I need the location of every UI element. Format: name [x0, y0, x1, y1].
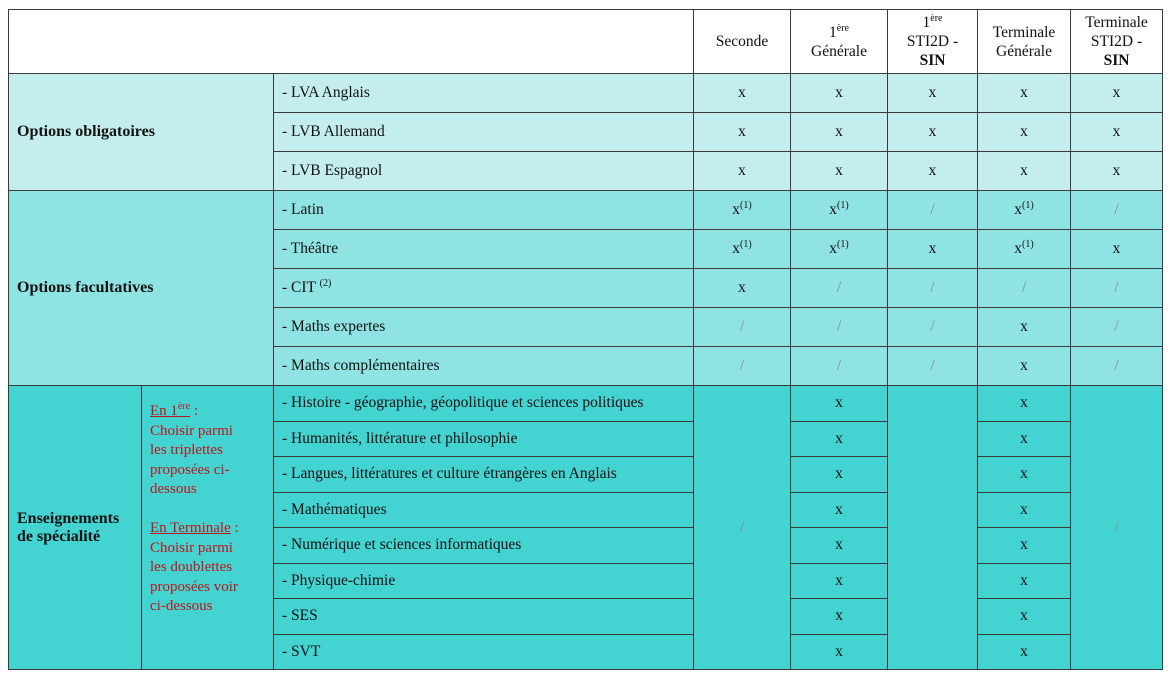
row-label: - Physique-chimie [274, 563, 694, 599]
cell-mark: / [888, 308, 978, 347]
cell-mark: x [1071, 230, 1163, 269]
cell-mark: x [791, 563, 888, 599]
cell-mark: / [1071, 347, 1163, 386]
row-label: - Maths expertes [274, 308, 694, 347]
footnote-1: (1) [837, 199, 849, 211]
cell-mark: x [978, 152, 1071, 191]
cell-mark: x [1071, 152, 1163, 191]
row-label: - LVB Allemand [274, 113, 694, 152]
table-row [9, 74, 1163, 113]
cell-mark: x [791, 457, 888, 493]
header-premiere-sti-num: 1 [922, 14, 931, 31]
header-empty-cell [9, 10, 694, 74]
header-premiere-sti-sup: ère [930, 12, 943, 24]
specialite-note [142, 386, 274, 670]
group-specialite-line-1: Enseignements [17, 509, 120, 527]
cell-mark: x [791, 74, 888, 113]
group-facultatives: Options facultatives [9, 191, 274, 386]
note-premiere-line: proposées ci- [150, 461, 230, 478]
note-premiere-link: En 1 [150, 403, 178, 419]
note-terminale-heading: En Terminale [150, 520, 231, 536]
note-terminale-line: Choisir parmi [150, 539, 233, 556]
cell-mark: x [888, 230, 978, 269]
mark-x: x [829, 201, 838, 218]
cell-mark: x [888, 113, 978, 152]
row-label: - SVT [274, 634, 694, 670]
cell-mark: x [978, 113, 1071, 152]
row-label: - LVA Anglais [274, 74, 694, 113]
header-terminale-sti-sin: SIN [1103, 52, 1130, 69]
cell-mark: x [694, 152, 791, 191]
note-premiere-colon: : [190, 403, 199, 419]
note-premiere-line: Choisir parmi [150, 422, 233, 439]
cell-mark-terminale-sti-specialite: / [1071, 386, 1163, 670]
mark-x: x [732, 201, 741, 218]
table-row [9, 386, 1163, 422]
footnote-1: (1) [740, 238, 752, 250]
cell-mark: x [978, 308, 1071, 347]
header-premiere-generale [791, 10, 888, 74]
header-seconde-label: Seconde [715, 33, 769, 50]
note-premiere-heading [150, 403, 190, 419]
cell-mark: x [791, 113, 888, 152]
cell-mark: / [791, 269, 888, 308]
cell-mark [978, 230, 1071, 269]
header-terminale-generale [978, 10, 1071, 74]
cell-mark: x [978, 74, 1071, 113]
group-obligatoires: Options obligatoires [9, 74, 274, 191]
mark-x: x [1014, 240, 1023, 257]
cell-mark [791, 191, 888, 230]
table-row [9, 191, 1163, 230]
cell-mark: / [791, 347, 888, 386]
header-premiere-gen: Générale [811, 42, 867, 60]
row-label: - Histoire - géographie, géopolitique et sciences politiques [274, 386, 694, 422]
header-seconde [694, 10, 791, 74]
header-terminale-sti-2: STI2D - [1090, 33, 1143, 50]
cell-mark: x [978, 599, 1071, 635]
cell-mark: x [1071, 113, 1163, 152]
cell-mark: x [791, 599, 888, 635]
cell-mark: / [888, 347, 978, 386]
cell-mark: x [978, 563, 1071, 599]
cell-mark: x [694, 269, 791, 308]
group-specialite [9, 386, 142, 670]
mark-x: x [829, 240, 838, 257]
row-label [274, 269, 694, 308]
footnote-1: (1) [740, 199, 752, 211]
row-label: - SES [274, 599, 694, 635]
cell-mark: x [978, 347, 1071, 386]
cell-mark: x [978, 421, 1071, 457]
note-terminale-line: les doublettes [150, 559, 233, 575]
footnote-1: (1) [1022, 238, 1034, 250]
header-premiere-sup: ère [836, 22, 849, 34]
header-terminale-gen-2: Générale [996, 42, 1052, 60]
note-terminale-colon: : [230, 520, 239, 536]
cell-mark: x [888, 74, 978, 113]
cell-mark: / [694, 347, 791, 386]
footnote-1: (1) [837, 238, 849, 250]
cell-mark: / [978, 269, 1071, 308]
row-label: - Théâtre [274, 230, 694, 269]
header-terminale-gen-1: Terminale [992, 23, 1056, 41]
cell-mark: x [978, 634, 1071, 670]
row-label: - Numérique et sciences informatiques [274, 528, 694, 564]
note-terminale-line: proposées voir [150, 578, 238, 595]
footnote-2: (2) [319, 277, 332, 289]
footnote-1: (1) [1022, 199, 1034, 211]
row-label: - Maths complémentaires [274, 347, 694, 386]
row-label: - Mathématiques [274, 492, 694, 528]
cell-mark [978, 191, 1071, 230]
cell-mark [694, 230, 791, 269]
cell-mark: x [791, 421, 888, 457]
group-specialite-line-2: de spécialité [17, 527, 101, 545]
cell-mark-seconde-specialite: / [694, 386, 791, 670]
cell-empty-premiere-sti [888, 386, 978, 670]
cell-mark: / [791, 308, 888, 347]
cell-mark: / [888, 191, 978, 230]
header-terminale-sti-1: Terminale [1085, 14, 1148, 31]
cell-mark: / [1071, 269, 1163, 308]
cell-mark: x [791, 528, 888, 564]
cell-mark: x [1071, 74, 1163, 113]
cell-mark: / [888, 269, 978, 308]
cell-mark: x [791, 386, 888, 422]
mark-x: x [1014, 201, 1023, 218]
row-label: - Langues, littératures et culture étrangères en Anglais [274, 457, 694, 493]
cell-mark: x [978, 492, 1071, 528]
cell-mark: x [694, 74, 791, 113]
header-terminale-sti2d [1071, 10, 1163, 74]
cell-mark: / [1071, 308, 1163, 347]
cell-mark: x [694, 113, 791, 152]
note-premiere-sup: ère [177, 401, 191, 412]
cell-mark: x [888, 152, 978, 191]
note-terminale-line: ci-dessous [150, 598, 213, 614]
cell-mark: x [978, 457, 1071, 493]
note-premiere-line: dessous [150, 481, 197, 497]
row-label: - Latin [274, 191, 694, 230]
cell-mark: x [978, 528, 1071, 564]
mark-x: x [732, 240, 741, 257]
cell-mark: x [791, 492, 888, 528]
options-table [8, 9, 1163, 670]
note-premiere-line: les triplettes [150, 442, 223, 458]
header-premiere-sti: STI2D - [906, 33, 959, 50]
cell-mark: x [791, 634, 888, 670]
cell-mark: / [694, 308, 791, 347]
row-label-text: - CIT [282, 279, 316, 296]
header-premiere-sti2d [888, 10, 978, 74]
cell-mark: / [1071, 191, 1163, 230]
cell-mark: x [978, 386, 1071, 422]
cell-mark [694, 191, 791, 230]
header-row [9, 10, 1163, 74]
cell-mark: x [791, 152, 888, 191]
cell-mark [791, 230, 888, 269]
row-label: - Humanités, littérature et philosophie [274, 421, 694, 457]
header-premiere-sti-sin: SIN [919, 52, 946, 69]
row-label: - LVB Espagnol [274, 152, 694, 191]
header-premiere-num: 1 [829, 23, 837, 41]
